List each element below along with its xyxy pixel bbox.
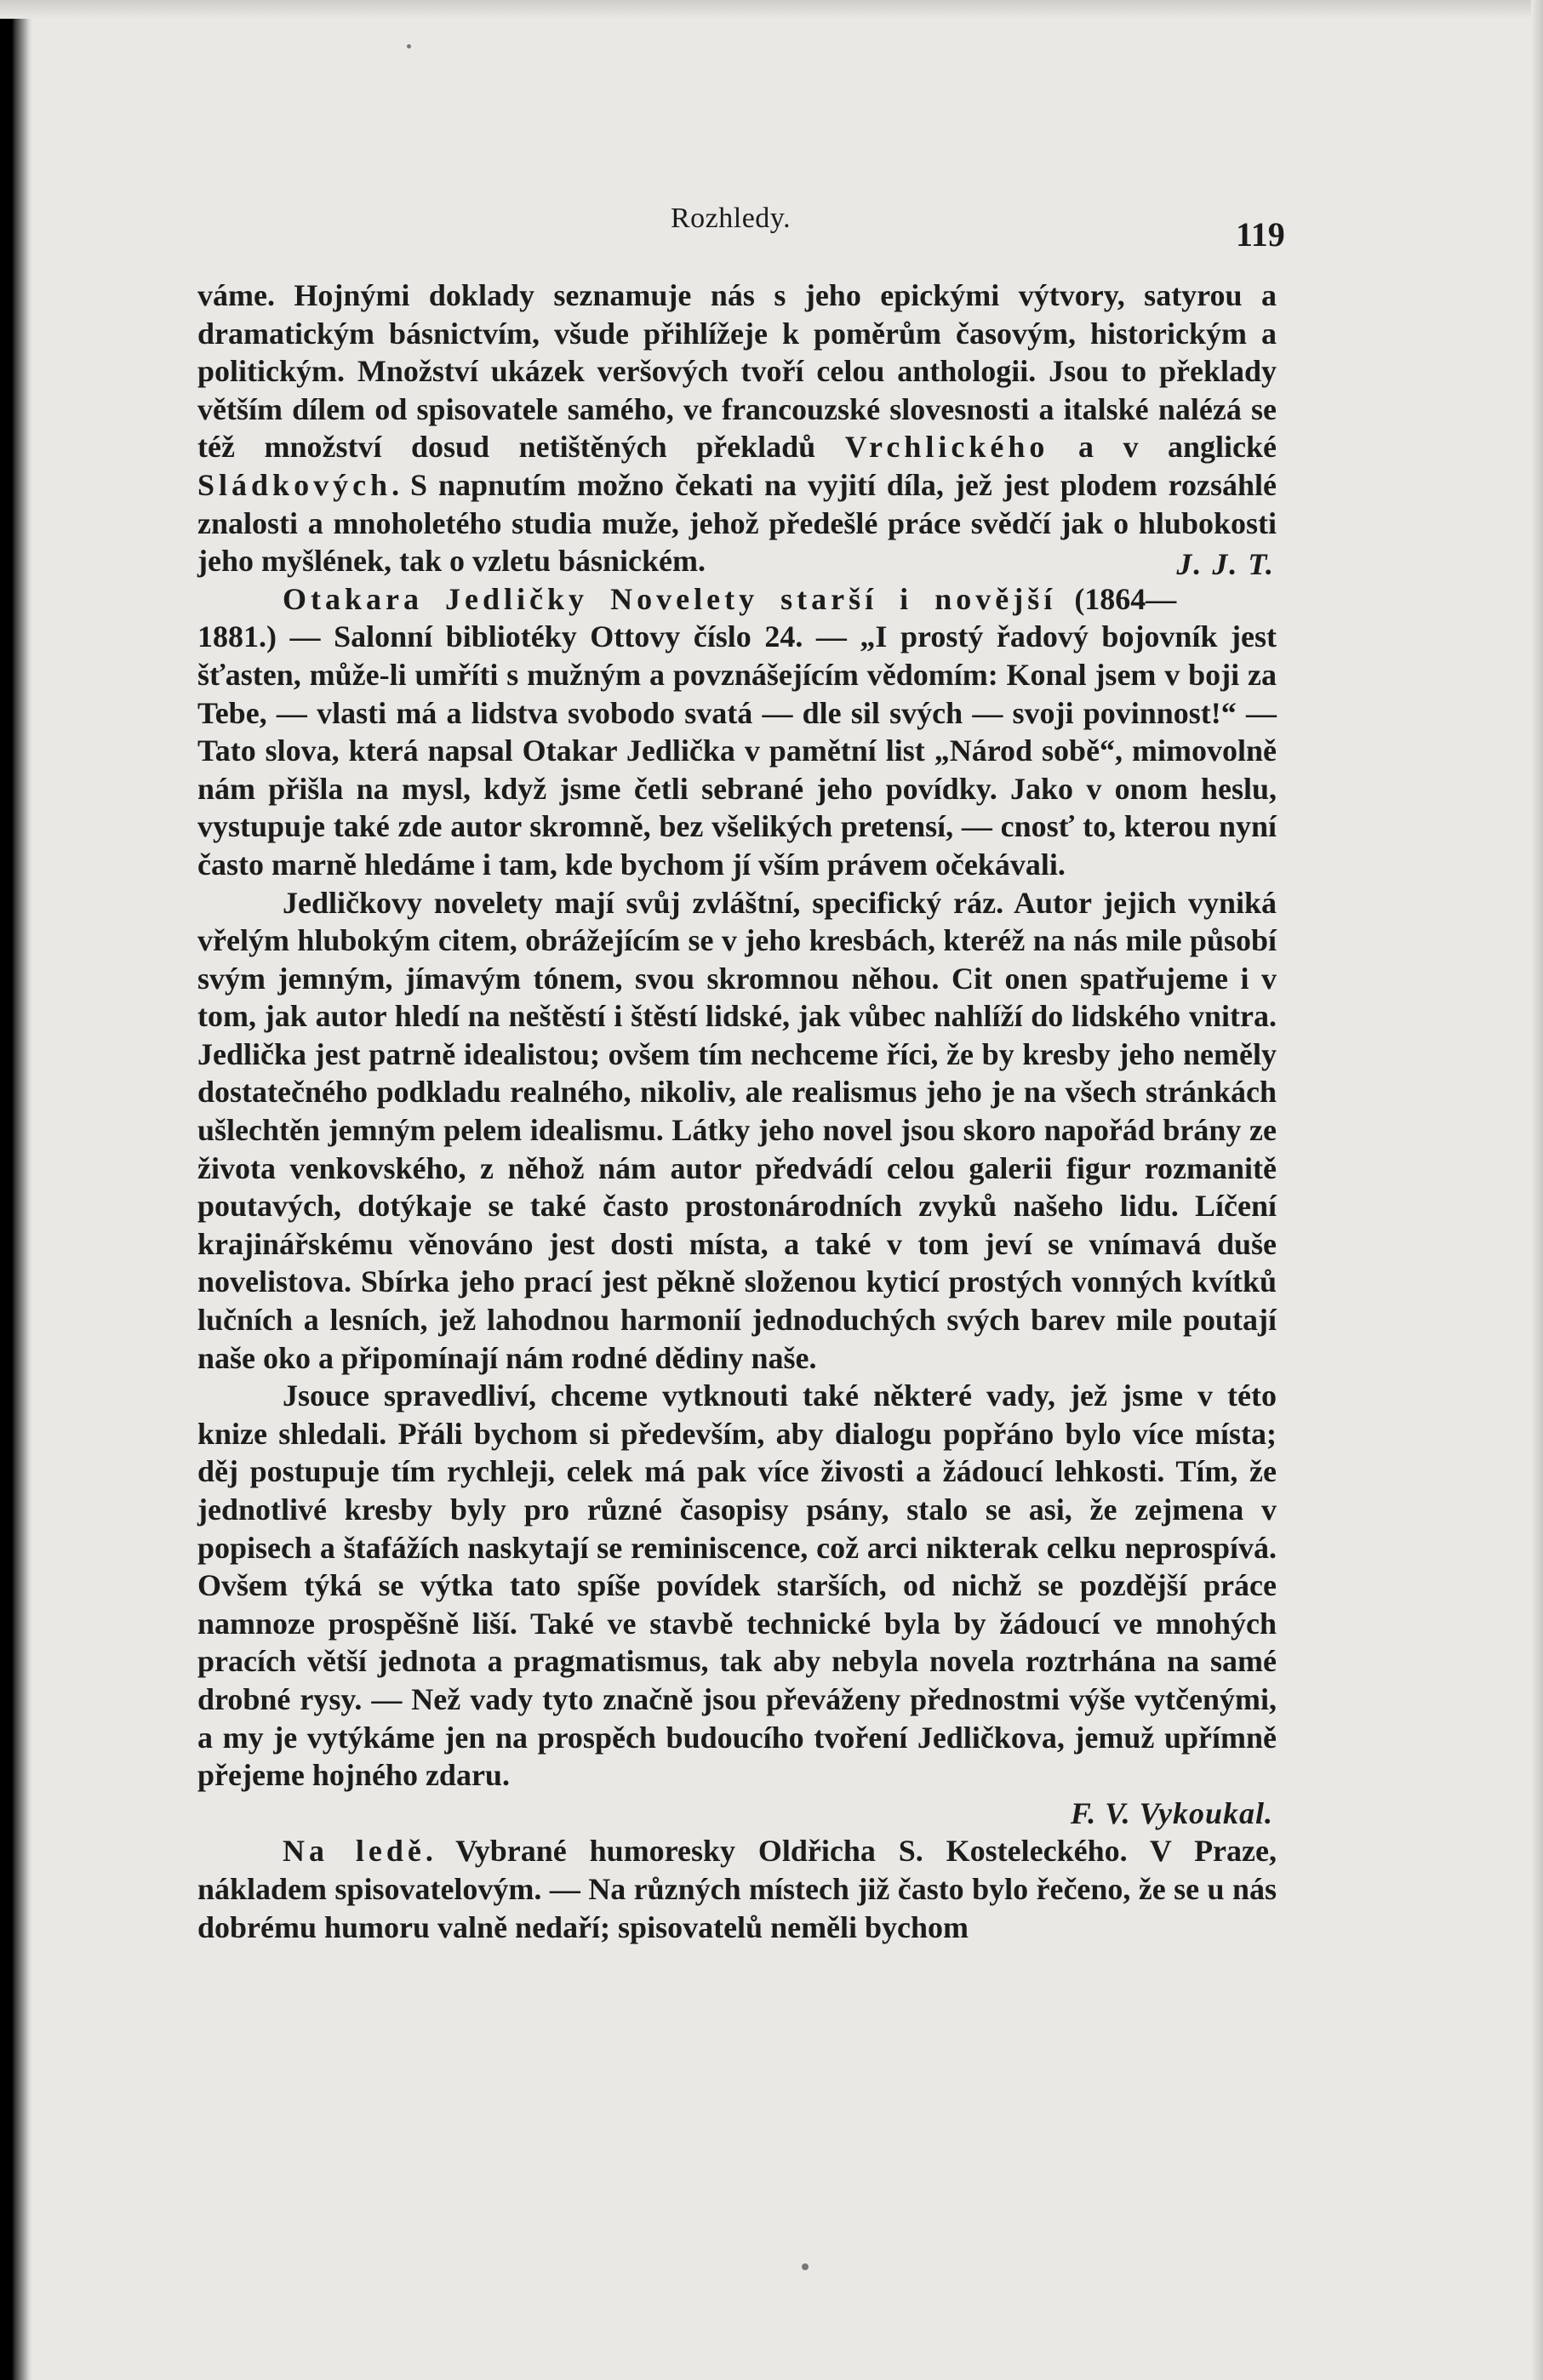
page-top-shadow [0, 0, 1543, 19]
review3-paragraph [197, 1832, 1277, 1946]
name-sladek: Sládkových [197, 467, 392, 502]
ink-speck [407, 44, 411, 49]
name-vrchlicky: Vrchlického [844, 430, 1049, 465]
page-body [197, 277, 1277, 1946]
page-header [0, 197, 1543, 254]
book-spine-shadow [0, 0, 32, 2380]
review1-body: váme. Hojnými doklady seznamuje nás s jeho epickými výtvory, satyrou a dramatickým básnictvím, všude přihlížeje k poměrům časovým, historickým a politickým. Množství ukázek veršových tvoří celou anthologii. Jsou to překlady větším dílem od spisovatele samého, ve francouzské slovesnosti a italské nalézá se též množství dosud netištěných překladů [197, 278, 1277, 465]
review2-paragraph-2: Jedličkovy novelety mají svůj zvláštní, specifický ráz. Autor jejich vyniká vřelým hlubokým citem, obrážejícím se v jeho kresbách, kteréž na nás mile působí svým jemným, jímavým tónem, svou skromnou něhou. Cit onen spatřujeme i v tom, jak autor hledí na neštěstí i štěstí lidské, jak vůbec nahlíží do lidského vnitra. Jedlička jest patrně idealistou; ovšem tím nechceme říci, že by kresby jeho neměly dostatečného podkladu realného, nikoliv, ale realismus jeho je na všech stránkách ušlechtěn jemným pelem idealismu. Látky jeho novel jsou skoro napořád brány ze života venkovského, z něhož nám autor předvádí celou galerii figur rozmanitě poutavých, dotýkaje se také často prostonárodních zvyků našeho lidu. Líčení krajinářskému věnováno jest dosti místa, a také v tom jeví se vnímavá duše novelistova. Sbírka jeho prací jest pěkně složenou kyticí prostých vonných kvítků lučních a lesních, jež lahodnou harmonií jednoduchých svých barev mile poutají naše oko a připomínají nám rodné dědiny naše. [197, 885, 1277, 1375]
review1-tail: . S napnutím možno čekati na vyjití díla, jež jest plodem rozsáhlé znalosti a mnoholetého studia muže, jehož předešlé práce svědčí jak o hlubokosti jeho myšlének, tak o vzletu básnickém. [197, 467, 1277, 579]
page-right-edge [1531, 0, 1543, 2380]
review2-paragraph-3: Jsouce spravedliví, chceme vytknouti také některé vady, jež jsme v této knize shledali. Přáli bychom si především, aby dialogu popřáno bylo více místa; děj postupuje tím rychleji, celek má pak více živosti a žádoucí lehkosti. Tím, že jednotlivé kresby byly pro různé časopisy psány, stalo se asi, že zejmena v popisech a štafážích naskytají se reminiscence, což arci nikterak celku neprospívá. Ovšem týká se výtka tato spíše povídek starších, od nichž se pozdější práce namnoze prospěšně liší. Také ve stavbě technické byla by žádoucí ve mnohých pracích větší jednota a pragmatismus, tak aby nebyla novela roztrhána na samé drobné rysy. — Než vady tyto značně jsou převáženy přednostmi výše vytčenými, a my je vytýkáme jen na prospěch budoucího tvoření Jedličkova, jemuž upřímně přejeme hojného zdaru. [197, 1378, 1277, 1793]
review2-signature: F. V. Vykoukal. [1070, 1795, 1273, 1830]
review3-title: Na ledě [283, 1834, 426, 1869]
review2-title: Otakara Jedličky Novelety starší i novější [283, 581, 1057, 616]
ink-speck [802, 2263, 809, 2270]
review1-signature: J. J. T. [1176, 547, 1275, 582]
review2-paragraph-1 [197, 580, 1277, 884]
review3-body: . Vybrané humoresky Oldřicha S. Kosteleckého. V Praze, nákladem spisovatelovým. — Na různých místech již často bylo řečeno, že se u nás dobrému humoru valně nedaří; spisovatelů neměli bychom [197, 1834, 1277, 1944]
review1-mid: a v anglické [1049, 430, 1277, 465]
page-number: 119 [1236, 215, 1285, 254]
review1-paragraph [197, 277, 1277, 580]
running-head: Rozhledy. [671, 203, 792, 234]
review2-intro: (1864—1881.) — Salonní bibliotéky Ottovy číslo 24. — „I prostý řadový bojovník jest šťasten, může-li umříti s mužným a povznášejícím vědomím: Konal jsem v boji za Tebe, — vlasti má a lidstva svobodo svatá — dle sil svých — svoji povinnost!“ — Tato slova, která napsal Otakar Jedlička v pamětní list „Národ sobě“, mimovolně nám přišla na mysl, když jsme četli sebrané jeho povídky. Jako v onom heslu, vystupuje také zde autor skromně, bez všelikých pretensí, — cnosť to, kterou nyní často marně hledáme i tam, kde bychom jí vším právem očekávali. [197, 581, 1277, 882]
